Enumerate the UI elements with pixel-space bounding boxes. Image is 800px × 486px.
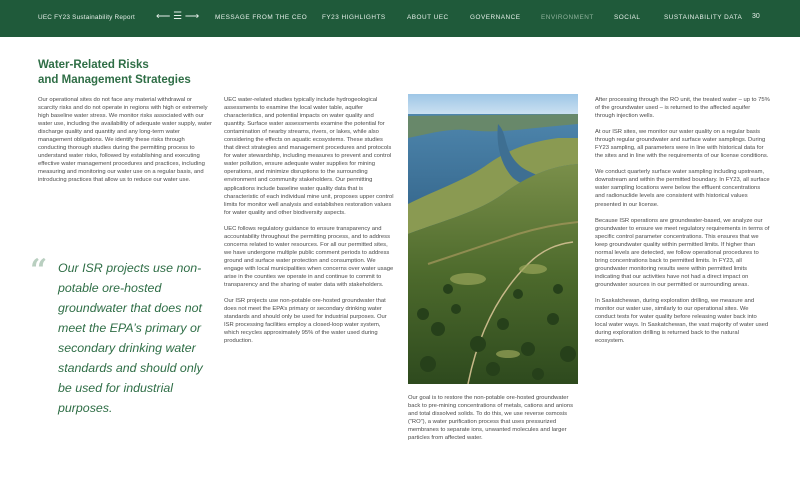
col4-paragraph-1: After processing through the RO unit, the treated water – up to 75% of the groundwater used – is returned to the affected aquifer through injection wells.	[595, 97, 770, 120]
col2-paragraph-2: UEC follows regulatory guidance to ensure transparency and accountability throughout the permitting process, and to address concerns related to water resources. For all our permitted sites, we have undergone multiple public comment periods to address ground and surface water protection and consumption. We engage with local municipalities when concerns over water usage arise in the counties we operate in and continue to commit to transparency and the sharing of water data with stakeholders.	[224, 225, 394, 289]
report-title[interactable]: UEC FY23 Sustainability Report	[38, 14, 135, 21]
nav-message-from-ceo[interactable]: MESSAGE FROM THE CEO	[215, 14, 308, 21]
page-heading	[38, 58, 238, 88]
column-4	[595, 96, 770, 353]
aerial-landscape-illustration	[408, 94, 578, 384]
top-navigation-bar	[0, 0, 800, 37]
nav-arrows-menu-icon[interactable]: ⟵ ☰ ⟶	[156, 11, 200, 22]
col2-paragraph-1: UEC water-related studies typically include hydrogeological assessments to examine the local water table, aquifer characteristics, and potential impacts on water quality and quantity. Surface water assessments examine the potential for contamination of nearby streams, rivers, or lakes, while also considering the effects on aquatic ecosystems. These studies that direct strategies and management procedures and protocols for water stewardship, including measures to prevent and control water pollution, ensure adequate water supplies for mining operations, and minimize disruptions to the surrounding environment and community stakeholders. Our permitting applications include baseline water quality data that is characteristic of each individual mine unit, proposes upper control limits for monitor well analysis and establishes restoration values for water quality and other biodiversity aspects.	[224, 97, 394, 216]
col2-paragraph-3: Our ISR projects use non-potable ore-hosted groundwater that does not meet the EPA’s primary or secondary drinking water standards and should only be used for industrial purposes. Our ISR processing facilities employ a closed-loop water system, which recycles approximately 95% of the water used during production.	[224, 298, 387, 345]
nav-environment[interactable]: ENVIRONMENT	[541, 14, 594, 21]
heading-line-2: and Management Strategies	[38, 74, 191, 86]
col4-paragraph-2: At our ISR sites, we monitor our water quality on a regular basis through regular groundwater and surface water samplings. During FY23 sampling, all parameters were in line with historical data for the sites and in line with the requirements of our license conditions.	[595, 129, 769, 160]
nav-sustainability-data[interactable]: SUSTAINABILITY DATA	[664, 14, 743, 21]
page-number: 30	[752, 13, 760, 20]
col3-paragraph: Our goal is to restore the non-potable ore-hosted groundwater back to pre-mining concentrations of metals, cations and anions and total dissolved solids. To do this, we use reverse osmosis (“RO”), a water purification process that uses pressurized membranes to separate ions, unwanted molecules and larger particles from affected water.	[408, 395, 574, 442]
nav-about-uec[interactable]: ABOUT UEC	[407, 14, 449, 21]
column-2	[224, 96, 394, 353]
nav-governance[interactable]: GOVERNANCE	[470, 14, 521, 21]
col4-paragraph-3: We conduct quarterly surface water sampling including upstream, downstream and within the permitted boundary. In FY23, all surface water sampling locations were below the effluent concentrations and radionuclide levels are consistent with historical values presented in our license.	[595, 169, 770, 208]
col4-paragraph-5: In Saskatchewan, during exploration drilling, we measure and monitor our water use, similarly to our operational sites. We conduct tests for water quality before releasing water back into local water ways. In Saskatchewan, the vast majority of water used during exploration drilling is returned back to the natural ecosystem.	[595, 297, 769, 345]
col4-paragraph-4: Because ISR operations are groundwater-based, we analyze our groundwater to ensure we meet regulatory requirements in terms of specific control parameter concentrations. This ensures that we keep groundwater quality within permitted limits. If higher than normal levels are detected, we follow operational procedures to bring concentrations back to permitted limits. In FY23, all groundwater monitoring results were within permitted limits indicating that our activities have not had a direct impact on groundwater sources in our permitted or surrounding areas.	[595, 217, 770, 288]
column-1	[38, 96, 213, 193]
aerial-landscape-photo	[408, 94, 578, 384]
heading-line-1: Water-Related Risks	[38, 59, 149, 71]
pull-quote: Our ISR projects use non-potable ore-hosted groundwater that does not meet the EPA’s primary or secondary drinking water standards and should only be used for industrial purposes.	[58, 261, 203, 415]
column-3	[408, 394, 580, 450]
quote-mark-icon: “	[30, 253, 48, 288]
nav-fy23-highlights[interactable]: FY23 HIGHLIGHTS	[322, 14, 386, 21]
nav-social[interactable]: SOCIAL	[614, 14, 641, 21]
col1-paragraph: Our operational sites do not face any material withdrawal or scarcity risks and do not operate in regions with high or extremely high baseline water stress. We monitor risks associated with our water use, including the availability of adequate water supply, water discharge quality and quantity and any long-term water management obligations. We identify these risks through conducting thorough studies during the permitting process to understand water risks, followed by establishing and executing effective water management procedures and practices, including measuring and monitoring our water use on a regular basis, and introducing practices that allow us to reduce our water use.	[38, 97, 213, 184]
